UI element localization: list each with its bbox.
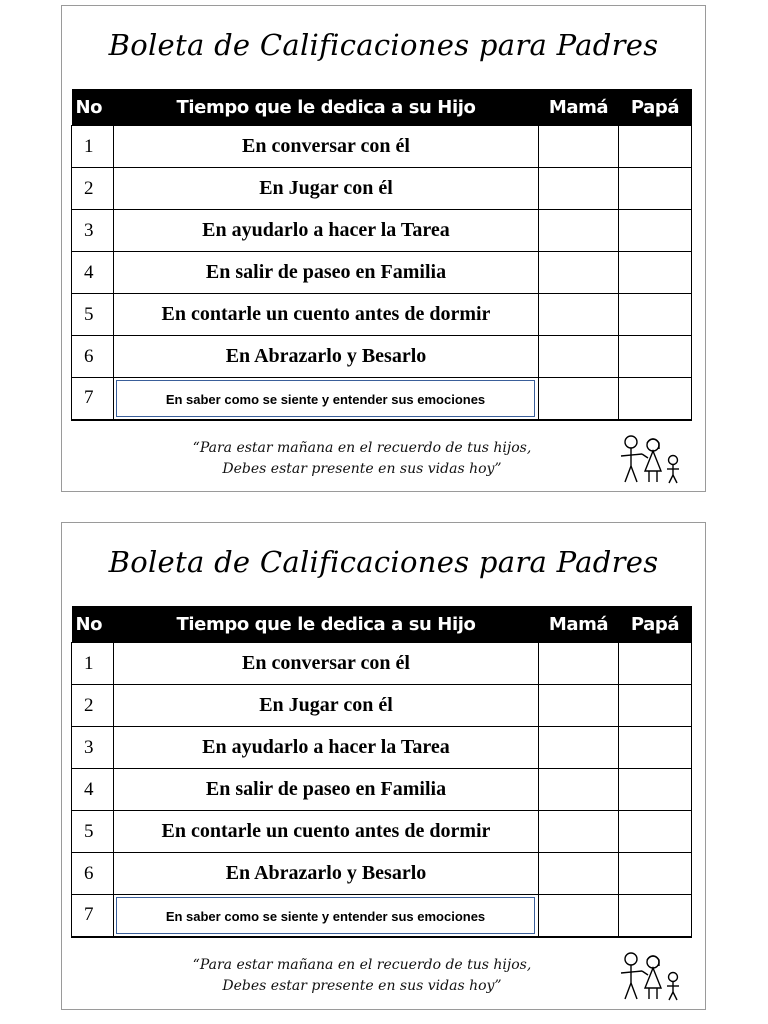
activity-cell: En ayudarlo a hacer la Tarea xyxy=(114,727,539,769)
table-header-row xyxy=(72,89,692,126)
activity-cell: En Abrazarlo y Besarlo xyxy=(114,336,539,378)
mama-grade-cell[interactable] xyxy=(539,727,619,769)
papa-grade-cell[interactable] xyxy=(619,895,692,937)
header-papa: Papá xyxy=(619,89,692,126)
row-number: 4 xyxy=(72,252,114,294)
papa-grade-cell[interactable] xyxy=(619,168,692,210)
activity-cell xyxy=(114,378,539,420)
papa-grade-cell[interactable] xyxy=(619,769,692,811)
quote-line-2: Debes estar presente en sus vidas hoy” xyxy=(222,978,502,994)
mama-grade-cell[interactable] xyxy=(539,895,619,937)
table-row xyxy=(72,853,692,895)
table-row xyxy=(72,168,692,210)
table-header-row xyxy=(72,606,692,643)
activity-cell: En conversar con él xyxy=(114,643,539,685)
family-clipart-icon xyxy=(615,432,685,484)
quote-line-1: “Para estar mañana en el recuerdo de tus hijos, xyxy=(192,957,532,973)
activity-text: En saber como se siente y entender sus emociones xyxy=(116,380,535,417)
table-row xyxy=(72,378,692,420)
row-number: 5 xyxy=(72,811,114,853)
papa-grade-cell[interactable] xyxy=(619,378,692,420)
activity-cell: En contarle un cuento antes de dormir xyxy=(114,294,539,336)
table-row xyxy=(72,895,692,937)
papa-grade-cell[interactable] xyxy=(619,210,692,252)
papa-grade-cell[interactable] xyxy=(619,336,692,378)
report-card xyxy=(61,5,706,492)
row-number: 2 xyxy=(72,685,114,727)
activity-cell: En Jugar con él xyxy=(114,685,539,727)
activity-cell xyxy=(114,895,539,937)
papa-grade-cell[interactable] xyxy=(619,727,692,769)
table-row xyxy=(72,685,692,727)
table-row xyxy=(72,126,692,168)
header-mama: Mamá xyxy=(539,89,619,126)
header-activity: Tiempo que le dedica a su Hijo xyxy=(114,89,539,126)
mama-grade-cell[interactable] xyxy=(539,643,619,685)
papa-grade-cell[interactable] xyxy=(619,643,692,685)
table-row xyxy=(72,769,692,811)
table-row xyxy=(72,727,692,769)
activity-cell: En conversar con él xyxy=(114,126,539,168)
activity-cell: En salir de paseo en Familia xyxy=(114,252,539,294)
quote-line-1: “Para estar mañana en el recuerdo de tus hijos, xyxy=(192,440,532,456)
mama-grade-cell[interactable] xyxy=(539,294,619,336)
mama-grade-cell[interactable] xyxy=(539,685,619,727)
table-row xyxy=(72,643,692,685)
table-row xyxy=(72,252,692,294)
papa-grade-cell[interactable] xyxy=(619,853,692,895)
quote-line-2: Debes estar presente en sus vidas hoy” xyxy=(222,461,502,477)
row-number: 7 xyxy=(72,895,114,937)
activity-cell: En ayudarlo a hacer la Tarea xyxy=(114,210,539,252)
header-mama: Mamá xyxy=(539,606,619,643)
table-row xyxy=(72,811,692,853)
row-number: 5 xyxy=(72,294,114,336)
row-number: 2 xyxy=(72,168,114,210)
papa-grade-cell[interactable] xyxy=(619,252,692,294)
row-number: 1 xyxy=(72,126,114,168)
activity-cell: En contarle un cuento antes de dormir xyxy=(114,811,539,853)
family-clipart-icon xyxy=(615,949,685,1001)
row-number: 3 xyxy=(72,727,114,769)
mama-grade-cell[interactable] xyxy=(539,853,619,895)
closing-quote xyxy=(162,955,562,997)
row-number: 1 xyxy=(72,643,114,685)
grades-table xyxy=(71,89,692,421)
header-no: No xyxy=(72,89,114,126)
table-row xyxy=(72,294,692,336)
papa-grade-cell[interactable] xyxy=(619,126,692,168)
activity-cell: En salir de paseo en Familia xyxy=(114,769,539,811)
mama-grade-cell[interactable] xyxy=(539,378,619,420)
mama-grade-cell[interactable] xyxy=(539,210,619,252)
header-no: No xyxy=(72,606,114,643)
grades-table xyxy=(71,606,692,938)
table-row xyxy=(72,210,692,252)
header-papa: Papá xyxy=(619,606,692,643)
card-title: Boleta de Calificaciones para Padres xyxy=(108,28,659,62)
papa-grade-cell[interactable] xyxy=(619,811,692,853)
row-number: 7 xyxy=(72,378,114,420)
activity-text: En saber como se siente y entender sus emociones xyxy=(116,897,535,934)
row-number: 6 xyxy=(72,336,114,378)
papa-grade-cell[interactable] xyxy=(619,685,692,727)
papa-grade-cell[interactable] xyxy=(619,294,692,336)
mama-grade-cell[interactable] xyxy=(539,811,619,853)
activity-cell: En Abrazarlo y Besarlo xyxy=(114,853,539,895)
row-number: 6 xyxy=(72,853,114,895)
activity-cell: En Jugar con él xyxy=(114,168,539,210)
mama-grade-cell[interactable] xyxy=(539,769,619,811)
mama-grade-cell[interactable] xyxy=(539,168,619,210)
row-number: 3 xyxy=(72,210,114,252)
header-activity: Tiempo que le dedica a su Hijo xyxy=(114,606,539,643)
row-number: 4 xyxy=(72,769,114,811)
report-card xyxy=(61,522,706,1010)
closing-quote xyxy=(162,438,562,480)
mama-grade-cell[interactable] xyxy=(539,336,619,378)
mama-grade-cell[interactable] xyxy=(539,126,619,168)
table-row xyxy=(72,336,692,378)
card-title: Boleta de Calificaciones para Padres xyxy=(108,545,659,579)
mama-grade-cell[interactable] xyxy=(539,252,619,294)
